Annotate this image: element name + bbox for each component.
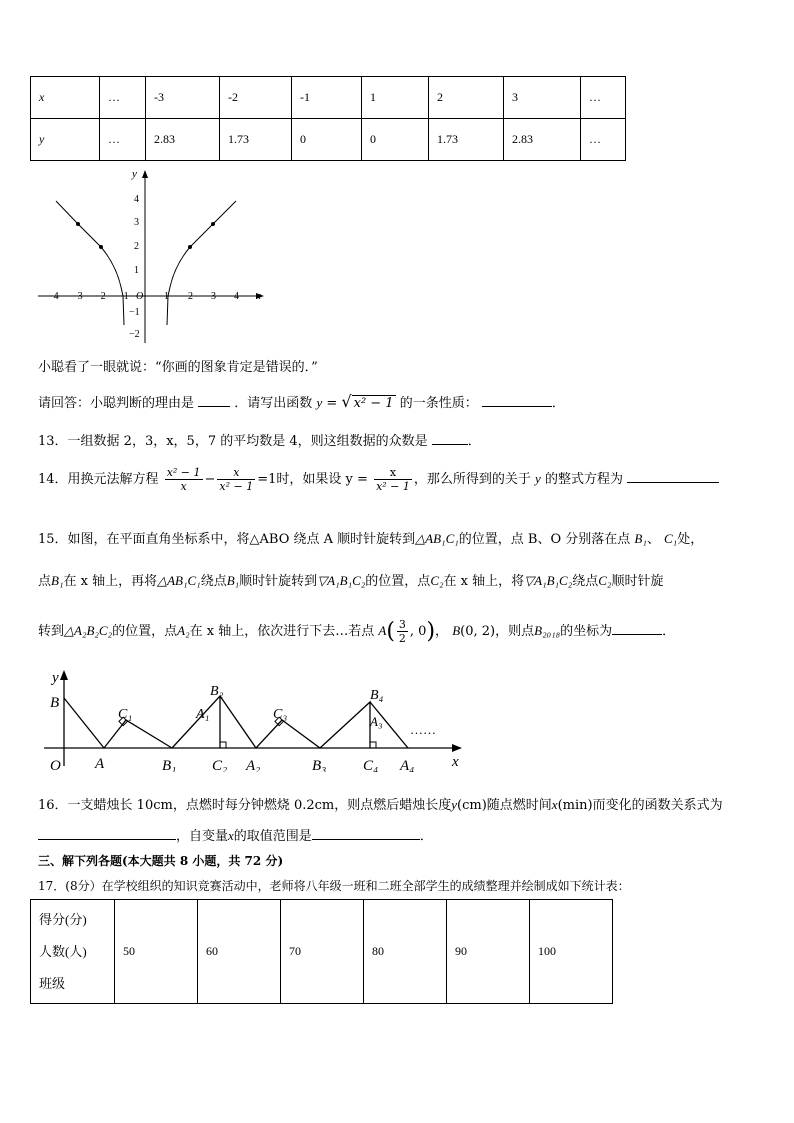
table-row <box>31 119 626 161</box>
point-label: B₁ <box>634 531 647 546</box>
table-cell: 2 <box>429 77 504 119</box>
label: C₄ <box>363 758 379 772</box>
q15-text: 点 <box>38 574 52 589</box>
left-curve <box>56 201 124 325</box>
label: A₃ <box>370 714 383 729</box>
answer-blank[interactable] <box>198 394 230 407</box>
q16-text: ． <box>419 829 433 844</box>
triangle-label: ▽A₁B₁C₂ <box>317 573 366 588</box>
q15-text: 绕点 <box>572 574 599 589</box>
table-row <box>31 900 613 1004</box>
right-angle-mark <box>370 742 376 748</box>
q16-text: (min)而变化的函数关系式为 <box>557 798 723 813</box>
right-angle-mark <box>220 742 226 748</box>
x-tick: −4 <box>48 291 59 302</box>
table-cell: -1 <box>292 77 362 119</box>
q14-text-c: ，那么所得到的关于 <box>413 472 531 487</box>
q15-text: 的位置，点 <box>365 574 431 589</box>
q17-line: 17．(8分）在学校组织的知识竞赛活动中，老师将八年级一班和二班全部学生的成绩整理并绘制成如下统计表： <box>38 879 630 893</box>
q15-text: 顺时针旋转到 <box>239 574 318 589</box>
point-label: B <box>452 623 461 638</box>
q15-text: 绕点 <box>200 574 227 589</box>
q16-line-2 <box>38 825 433 844</box>
table-cell: x <box>31 77 100 119</box>
y-tick: −2 <box>129 329 140 340</box>
answer-blank[interactable] <box>38 827 176 840</box>
minus: − <box>204 472 216 487</box>
q15-text: 、 <box>646 532 660 547</box>
table-cell: … <box>100 77 146 119</box>
triangle-path <box>64 698 172 748</box>
table-cell: 1.73 <box>429 119 504 161</box>
q15-text: 的位置，点 B、O 分别落在点 <box>458 532 631 547</box>
table-cell: 0 <box>362 119 429 161</box>
q14-text-b: =1时，如果设 y = <box>257 472 368 487</box>
data-point <box>99 245 103 249</box>
y-tick: 2 <box>134 241 139 252</box>
rotation-diagram <box>40 662 470 772</box>
q12-line <box>38 392 565 411</box>
q16-text: 16．一支蜡烛长 10cm，点燃时每分钟燃烧 0.2cm，则点燃后蜡烛长度 <box>38 798 452 813</box>
q15-text: 顺时针旋 <box>611 574 664 589</box>
table-cell: 100 <box>530 900 613 1004</box>
table-row <box>31 77 626 119</box>
label: A₁ <box>196 707 210 722</box>
q15-text: 的坐标为 <box>560 624 613 639</box>
table-cell: … <box>581 77 626 119</box>
data-point <box>211 222 215 226</box>
remark-text: 小聪看了一眼就说：“你画的图象肯定是错误的．” <box>38 360 318 375</box>
q12-text-b: ．请写出函数 <box>234 396 313 411</box>
fraction: $\frac{x}{\text{x² − 1}}$ <box>376 466 410 493</box>
answer-blank[interactable] <box>612 622 662 635</box>
point-label: B₂₀₁₈ <box>534 623 561 638</box>
x-tick: 3 <box>211 291 216 302</box>
sqrt-icon: √ <box>341 392 352 411</box>
triangle-label: ▽A₁B₁C₂ <box>524 573 573 588</box>
q16-var: x <box>228 828 234 843</box>
q16-line-1 <box>38 794 723 813</box>
label: C₃ <box>273 707 288 722</box>
q15-line-3 <box>38 618 675 645</box>
y-tick: 4 <box>134 194 139 205</box>
x-tick: −3 <box>72 291 83 302</box>
q16-text: ，自变量 <box>176 829 229 844</box>
point-coord: , 0 <box>409 624 427 639</box>
header-label: 人数(人) <box>39 943 87 959</box>
paren-left: ( <box>386 619 395 644</box>
x-tick: 4 <box>234 291 239 302</box>
label: A₂ <box>246 758 261 772</box>
fraction: $\frac{x}{\text{x² − 1}}$ <box>219 466 254 493</box>
table-cell: 3 <box>504 77 581 119</box>
x-tick: 1 <box>164 291 169 302</box>
label: A₄ <box>400 758 415 772</box>
q13-text: 13．一组数据 2，3，x，5，7 的平均数是 4，则这组数据的众数是 <box>38 434 428 449</box>
header-cell <box>31 900 115 1004</box>
section-heading: 三、解下列各题(本大题共 8 小题，共 72 分) <box>38 854 284 868</box>
table-cell: y <box>31 119 100 161</box>
q14-text-a: 14．用换元法解方程 <box>38 472 159 487</box>
label: A <box>95 756 105 772</box>
point-label: B₁ <box>51 573 64 588</box>
q15-text: 在 x 轴上，依次进行下去…若点 <box>189 624 375 639</box>
q16-var: x <box>551 797 558 812</box>
x-tick: −1 <box>118 291 129 302</box>
answer-blank[interactable] <box>482 394 552 407</box>
xy-table <box>30 76 626 161</box>
point-label: B₁ <box>226 573 240 588</box>
table-cell: 2.83 <box>504 119 581 161</box>
q15-text: 的位置，点 <box>112 624 178 639</box>
q12-text-c: 的一条性质： <box>399 396 478 411</box>
table-cell: 1.73 <box>220 119 292 161</box>
q16-var: y <box>451 797 458 812</box>
header-label: 得分(分) <box>39 911 87 927</box>
fraction: $\frac{\text{x² − 1}}{x}$ <box>166 466 201 493</box>
q15-text: 在 x 轴上，再将 <box>63 574 158 589</box>
point-label: A <box>378 623 387 638</box>
label: x <box>452 754 459 770</box>
paren-right: ) <box>426 619 436 644</box>
table-cell: -3 <box>146 77 220 119</box>
y-axis-arrow <box>60 670 68 680</box>
label: C₂ <box>212 758 228 772</box>
remark-line <box>38 356 318 375</box>
table-cell: 80 <box>364 900 447 1004</box>
q14-line <box>38 466 719 493</box>
table-cell: 70 <box>281 900 364 1004</box>
table-cell: -2 <box>220 77 292 119</box>
y-axis-arrow <box>142 170 148 178</box>
right-curve <box>167 201 236 325</box>
q12-func-eq: = <box>322 396 342 411</box>
q13-end: ． <box>467 434 481 449</box>
triangle-path <box>220 696 370 748</box>
label: O <box>50 758 61 772</box>
table-cell: 0 <box>292 119 362 161</box>
q12-func-rad: x² − 1 <box>353 396 394 411</box>
q15-line-2 <box>38 570 663 589</box>
q16-text: (cm)随点燃时间 <box>457 798 552 813</box>
label: B <box>50 695 60 711</box>
q15-text: ，则点 <box>495 624 535 639</box>
score-table <box>30 899 613 1004</box>
function-graph <box>30 165 280 345</box>
y-axis-label: y <box>132 168 137 180</box>
label: y <box>52 670 59 686</box>
triangle-label: △AB₁C₁ <box>157 573 201 588</box>
table-cell: 2.83 <box>146 119 220 161</box>
point-label: C₂ <box>430 573 444 588</box>
data-point <box>76 222 80 226</box>
point-label: C₁ <box>664 531 678 546</box>
q12-text-a: 请回答：小聪判断的理由是 <box>38 396 195 411</box>
q15-text: 处， <box>677 532 704 547</box>
label: B₁ <box>162 758 177 772</box>
triangle-label: △A₂B₂C₂ <box>64 623 113 638</box>
header-label: 班级 <box>39 975 66 991</box>
q15-text: 15．如图，在平面直角坐标系中，将△ABO 绕点 A 顺时针旋转到 <box>38 532 416 547</box>
data-point <box>188 245 192 249</box>
fraction: $\frac{3}{2}$ <box>398 618 406 645</box>
q12-func-y: y <box>316 395 323 410</box>
label: B₃ <box>312 758 327 772</box>
triangle-path <box>172 696 220 748</box>
label: B₄ <box>370 688 384 703</box>
table-cell: … <box>100 119 146 161</box>
y-tick: 1 <box>134 265 139 276</box>
q15-text: ． <box>662 624 676 639</box>
origin-label: O <box>136 291 144 302</box>
table-cell: … <box>581 119 626 161</box>
x-tick: 2 <box>188 291 193 302</box>
q14-y: y <box>535 471 541 486</box>
x-tick: −2 <box>95 291 106 302</box>
table-cell: 1 <box>362 77 429 119</box>
q15-text: ， <box>435 624 449 639</box>
table-cell: 50 <box>115 900 198 1004</box>
q13-line <box>38 430 481 449</box>
x-axis-arrow <box>452 744 462 752</box>
point-coord: (0, 2) <box>460 624 496 639</box>
answer-blank[interactable] <box>627 470 719 483</box>
point-label: A₂ <box>177 623 190 638</box>
y-tick: 3 <box>134 217 139 228</box>
y-tick: −1 <box>129 307 140 318</box>
label: C₁ <box>118 707 133 722</box>
x-axis-label: x <box>256 290 261 302</box>
answer-blank[interactable] <box>432 432 468 445</box>
q15-line-1 <box>38 528 703 547</box>
label: …… <box>410 722 436 737</box>
q15-text: 在 x 轴上，将 <box>443 574 525 589</box>
q12-end: ． <box>551 396 565 411</box>
triangle-label: △AB₁C₁ <box>415 531 459 546</box>
table-cell: 90 <box>447 900 530 1004</box>
table-cell: 60 <box>198 900 281 1004</box>
q14-text-d: 的整式方程为 <box>544 472 623 487</box>
q16-text: 的取值范围是 <box>233 829 312 844</box>
label: B₂ <box>210 684 224 699</box>
point-label: C₂ <box>598 573 612 588</box>
q15-text: 转到 <box>38 624 65 639</box>
answer-blank[interactable] <box>312 827 420 840</box>
